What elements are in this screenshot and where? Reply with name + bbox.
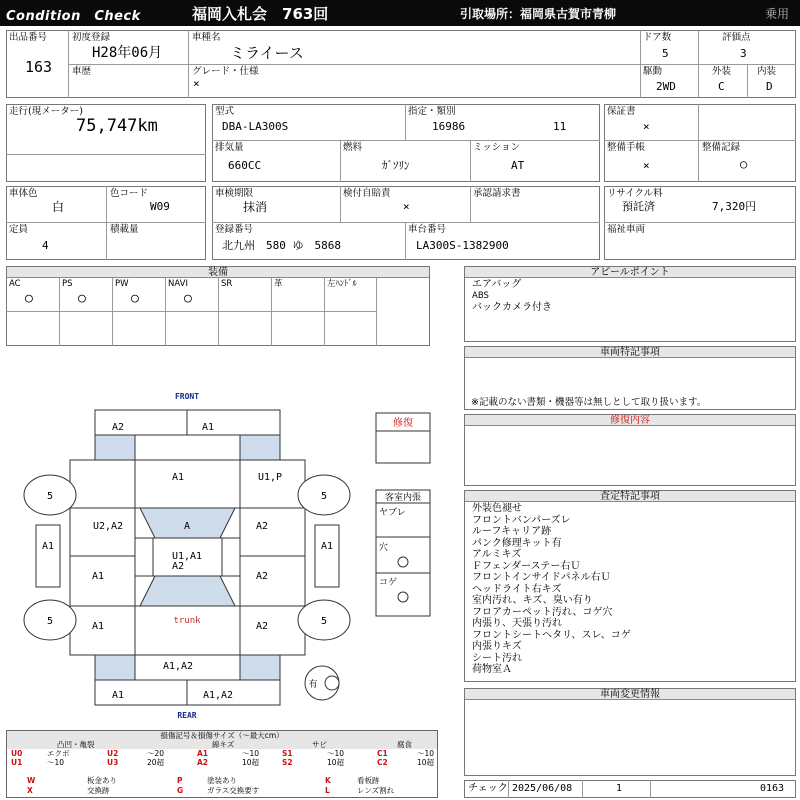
recycle-fee: 7,320円 <box>712 200 757 213</box>
record-label: 整備記録 <box>702 142 741 153</box>
special-note: ※記載のない書類・機器等は無しとして取り扱います。 <box>471 397 707 408</box>
inspection-notes-title: 査定特記事項 <box>465 491 795 502</box>
repair-content-title: 修復内容 <box>465 415 795 426</box>
vehicle-name: ミライース <box>230 44 304 62</box>
equipment-divider <box>112 278 113 346</box>
panel-shade <box>95 655 135 680</box>
legend-code: S1 <box>282 749 293 758</box>
legend-code: L <box>325 786 330 795</box>
color-value: 白 <box>52 200 65 214</box>
legend-code: A1 <box>197 749 209 758</box>
legend-desc: 20超 <box>147 758 165 767</box>
inspection-note-line: パンク修理キット有 <box>472 537 562 549</box>
inspection-notes-lines <box>472 503 631 676</box>
mission-value: AT <box>511 159 525 172</box>
appeal-title: アピールポイント <box>465 267 795 278</box>
recycle-status: 預託済 <box>622 200 655 213</box>
header-bar <box>0 0 800 26</box>
appeal-line: バックカメラ付き <box>472 302 552 313</box>
check-code: 0163 <box>760 783 785 794</box>
displacement-label: 排気量 <box>215 142 244 153</box>
color-code-label: 色コード <box>110 188 149 199</box>
legend-desc: ～10 <box>242 749 260 758</box>
equipment-divider <box>324 278 325 346</box>
legend-desc: ～10 <box>417 749 435 758</box>
appeal-lines <box>472 279 552 314</box>
legend-title: 損傷記号＆損傷サイズ（～最大cm） <box>7 731 437 740</box>
first-reg-value: H28年06月 <box>92 45 163 61</box>
inspection-note-line: ヘッドライト右キズ <box>472 583 562 595</box>
equipment-value: ○ <box>25 291 33 306</box>
inspection-note-line: フロアカーペット汚れ、コゲ穴 <box>472 606 613 618</box>
legend-code: U0 <box>11 749 23 758</box>
legend-desc: レンズ割れ <box>357 786 395 795</box>
manual-value: × <box>643 159 650 172</box>
mileage-value: 75,747km <box>76 116 158 136</box>
check-num: 1 <box>616 783 623 794</box>
trunk-label: trunk <box>173 616 201 626</box>
check-label: チェック <box>468 783 508 794</box>
mark-tire-rr: 5 <box>320 616 328 627</box>
legend-code: X <box>27 786 33 795</box>
legend-row <box>7 758 437 767</box>
mark-right-qtr: A2 <box>255 621 269 632</box>
mark-rear-left: A1 <box>111 690 125 701</box>
interior-label: 客室内張 <box>384 493 422 503</box>
equipment-label: 左ﾊﾝﾄﾞﾙ <box>327 279 357 289</box>
equipment-divider <box>271 278 272 346</box>
grade-label: グレード・仕様 <box>192 66 259 77</box>
ana-label: 穴 <box>379 543 389 553</box>
inspection-note-line: ルーフキャリア跡 <box>472 526 552 537</box>
inspection-note-line: 内張りキズ <box>472 641 522 652</box>
first-reg-label: 初度登録 <box>72 32 111 43</box>
mark-mirror-right: A1 <box>320 541 334 552</box>
special-title: 車両特記事項 <box>465 347 795 358</box>
recycle-label: リサイクル料 <box>607 188 663 199</box>
auction-name: 福岡入札会 763回 <box>192 5 329 23</box>
legend-code: P <box>177 776 183 785</box>
mud-label: 有 <box>308 680 318 690</box>
equipment-title: 装備 <box>7 267 429 278</box>
mark-roof-top-left: A2 <box>111 422 125 433</box>
inspection-value: 抹消 <box>243 200 268 214</box>
legend-code: U3 <box>107 758 119 767</box>
legend-groups <box>7 740 437 749</box>
mark-left-front-door: U2,A2 <box>92 521 124 532</box>
load-label: 積載量 <box>110 224 139 235</box>
inspection-note-line: フロントバンパーズレ <box>472 514 571 526</box>
legend-group: 腐食 <box>397 740 412 749</box>
mark-roof-1: U1,A1 <box>171 551 203 562</box>
legend-desc: 交換跡 <box>87 786 110 795</box>
legend-desc: ～10 <box>47 758 65 767</box>
drive-label: 駆動 <box>643 66 663 77</box>
class-value: 11 <box>553 120 567 133</box>
equipment-value: ○ <box>78 291 86 306</box>
fuel-label: 燃料 <box>343 142 363 153</box>
legend-group: 線キズ <box>212 740 235 749</box>
plate-label: 登録番号 <box>215 224 254 235</box>
legend-code: C1 <box>377 749 388 758</box>
doors-label: ドア数 <box>643 32 672 43</box>
car-damage-diagram <box>0 380 460 725</box>
inspection-note-line: 内張り、天張り汚れ <box>472 618 562 629</box>
mark-tire-fl: 5 <box>46 491 54 502</box>
change-info-block <box>464 688 796 776</box>
yabure-label: ヤブレ <box>379 508 406 518</box>
damage-legend <box>6 730 438 798</box>
legend-code: G <box>177 786 184 795</box>
score-value: 3 <box>740 47 747 60</box>
mark-tire-rl: 5 <box>46 616 54 627</box>
panel-shade <box>95 435 135 460</box>
insurance-value: × <box>403 200 410 213</box>
displacement-value: 660CC <box>228 159 262 172</box>
panel-shade <box>240 655 280 680</box>
inspection-note-line: 外装色褪せ <box>472 503 522 514</box>
mark-windshield: A <box>183 521 191 532</box>
doors-value: 5 <box>662 47 669 60</box>
legend-desc: 10超 <box>327 758 345 767</box>
rear-label: REAR <box>177 711 197 720</box>
equipment-label: SR <box>221 279 233 289</box>
equipment-divider <box>165 278 166 346</box>
legend-desc: 10超 <box>417 758 435 767</box>
mark-tail: A1,A2 <box>162 661 194 672</box>
equipment-label: PW <box>115 279 129 289</box>
change-info-title: 車両変更情報 <box>465 689 795 700</box>
equipment-value: ○ <box>131 291 139 306</box>
legend-desc: 看板跡 <box>357 776 380 785</box>
header-title: Condition Check <box>6 9 141 24</box>
capacity-label: 定員 <box>9 224 29 235</box>
mark-roof-top-right: A1 <box>201 422 215 433</box>
inspection-note-line: Ｆフェンダーステー右Ｕ <box>472 560 581 572</box>
warranty-value: × <box>643 120 650 133</box>
legend-group: 凸凹・亀裂 <box>57 740 95 749</box>
legend-desc: ～10 <box>327 749 345 758</box>
inspection-note-line: シート汚れ <box>472 652 522 664</box>
legend-desc: 塗装あり <box>207 776 237 785</box>
repair-label: 修復 <box>393 418 413 429</box>
legend-code: U1 <box>11 758 23 767</box>
legend-code: U2 <box>107 749 119 758</box>
designation-value: 16986 <box>432 120 466 133</box>
name-label: 車種名 <box>192 32 221 43</box>
warranty-label: 保証書 <box>607 106 636 117</box>
welfare-label: 福祉車両 <box>607 224 646 235</box>
ext-label: 外装 <box>712 66 732 77</box>
fuel-value: ｶﾞｿﾘﾝ <box>382 159 410 172</box>
mark-mirror-left: A1 <box>41 541 55 552</box>
color-code-value: W09 <box>150 200 170 213</box>
mark-left-qtr: A1 <box>91 621 105 632</box>
rear-glass-shade <box>140 576 235 606</box>
mark-roof-2: A2 <box>171 561 185 572</box>
insurance-label: 検付自賠責 <box>343 188 391 199</box>
capacity-value: 4 <box>42 239 49 252</box>
chassis-label: 車台番号 <box>408 224 447 235</box>
inspection-note-line: 室内汚れ、キズ、臭い有り <box>472 595 593 606</box>
inspection-note-line: 荷物室Ａ <box>472 664 512 675</box>
mark-tire-fr: 5 <box>320 491 328 502</box>
ext-value: C <box>718 80 725 93</box>
equipment-label: 革 <box>274 279 283 289</box>
panel-shade <box>240 435 280 460</box>
history-label: 車歴 <box>72 66 92 77</box>
appeal-line: ABS <box>472 290 489 301</box>
legend-code: K <box>325 776 331 785</box>
score-label: 評価点 <box>722 32 751 43</box>
int-value: D <box>766 80 773 93</box>
approval-label: 承認請求書 <box>473 188 521 199</box>
legend-group: サビ <box>312 740 327 749</box>
mark-left-rear-door: A1 <box>91 571 105 582</box>
chassis-value: LA300S-1382900 <box>416 239 509 252</box>
designation-label: 指定・類別 <box>408 106 456 117</box>
mark-hood: A1 <box>171 472 185 483</box>
mark-rear-right: A1,A2 <box>202 690 234 701</box>
legend-desc: ～20 <box>147 749 165 758</box>
legend-desc: エクボ <box>47 749 70 758</box>
pickup-location: 引取場所：福岡県古賀市青柳 <box>460 7 617 21</box>
grade-value: × <box>193 77 200 90</box>
inspection-label: 車検期限 <box>215 188 254 199</box>
color-label: 車体色 <box>9 188 38 199</box>
inspection-note-line: フロントインサイドパネル右Ｕ <box>472 572 611 583</box>
drive-value: 2WD <box>656 80 676 93</box>
mark-front-right: U1,P <box>257 472 283 483</box>
legend-code: S2 <box>282 758 293 767</box>
check-date: 2025/06/08 <box>512 783 573 794</box>
equipment-label: NAVI <box>168 279 188 289</box>
inspection-note-line: アルミキズ <box>472 549 522 560</box>
appeal-line: エアバッグ <box>472 279 522 290</box>
legend-desc: 板金あり <box>87 776 117 785</box>
record-value: ○ <box>740 157 748 171</box>
mark-right-front-door: A2 <box>255 521 269 532</box>
equipment-divider <box>218 278 219 346</box>
vehicle-category: 乗用 <box>765 7 790 21</box>
front-label: FRONT <box>174 392 200 401</box>
legend-code: A2 <box>197 758 209 767</box>
model-label: 型式 <box>215 106 235 117</box>
legend-code: C2 <box>377 758 388 767</box>
legend-code: W <box>27 776 36 785</box>
model-value: DBA-LA300S <box>222 120 289 133</box>
damage-marks <box>42 422 333 701</box>
legend-desc: 10超 <box>242 758 260 767</box>
legend-row <box>7 786 437 795</box>
mission-label: ミッション <box>473 142 521 153</box>
lot-number: 163 <box>25 58 53 76</box>
lot-label: 出品番号 <box>9 32 48 43</box>
inspection-note-line: フロントシートヘタリ、スレ、コゲ <box>472 629 631 641</box>
equipment-label: PS <box>62 279 73 289</box>
plate-value: 北九州 580 ゆ 5868 <box>222 239 341 252</box>
koge-label: コゲ <box>379 578 398 588</box>
legend-row <box>7 749 437 758</box>
legend-row <box>7 776 437 785</box>
mileage-label: 走行(現メーター) <box>9 106 83 117</box>
manual-label: 整備手帳 <box>607 142 646 153</box>
equipment-label: AC <box>9 279 21 289</box>
int-label: 内装 <box>757 66 777 77</box>
equipment-value: ○ <box>184 291 192 306</box>
equipment-divider <box>59 278 60 346</box>
legend-desc: ガラス交換要す <box>207 786 260 795</box>
mark-right-rear-door: A2 <box>255 571 269 582</box>
